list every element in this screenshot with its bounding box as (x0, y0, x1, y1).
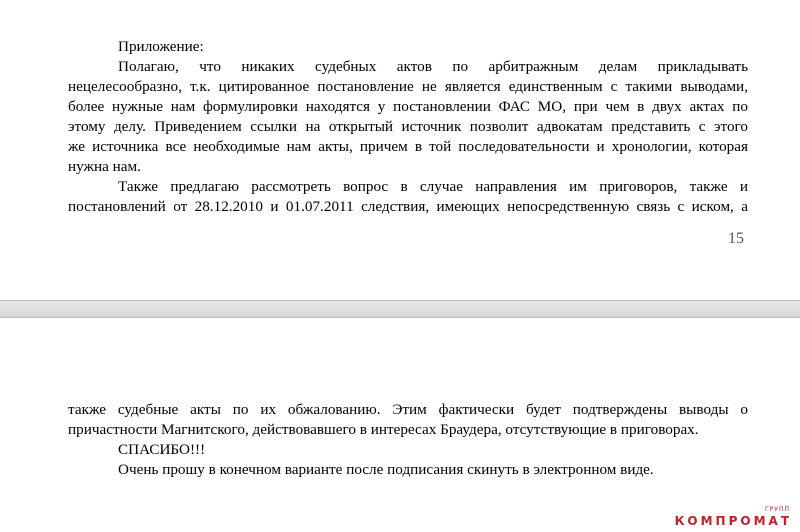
document-page-16 (0, 318, 800, 532)
paragraph-line: нецелесообразно, т.к. цитированное постановление не является единственным с такими выводами, (68, 78, 748, 95)
paragraph-line: этому делу. Приведением ссылки на открытый источник позволит адвокатам представить с этого (68, 118, 748, 135)
page-separator (0, 300, 800, 318)
watermark-logo (674, 506, 792, 528)
watermark-small-text: ГРУПП (765, 506, 790, 513)
paragraph-line: более нужные нам формулировки находятся у постановлении ФАС МО, при чем в двух актах по (68, 98, 748, 115)
paragraph-line: постановлений от 28.12.2010 и 01.07.2011 следствия, имеющих непосредственную связь с иском, а (68, 198, 748, 215)
page-text (68, 37, 748, 217)
paragraph-line: Полагаю, что никаких судебных актов по арбитражным делам прикладывать (118, 58, 748, 75)
page-number: 15 (728, 230, 744, 247)
paragraph-line: же источника все необходимые нам акты, причем в той последовательности и хронологии, которая (68, 138, 748, 155)
paragraph-line: нужна нам. (68, 158, 141, 175)
page-text (68, 400, 748, 480)
watermark-main-text: КОМПРОМАТ (674, 514, 792, 528)
appendix-heading: Приложение: (118, 38, 204, 55)
request-line: Очень прошу в конечном варианте после подписания скинуть в электронном виде. (118, 461, 654, 478)
thanks-line: СПАСИБО!!! (118, 441, 206, 458)
paragraph-line: Также предлагаю рассмотреть вопрос в случае направления им приговоров, также и (118, 178, 748, 195)
paragraph-line: причастности Магнитского, действовавшего в интересах Браудера, отсутствующие в приговорах. (68, 421, 699, 438)
paragraph-line: также судебные акты по их обжалованию. Этим фактически будет подтверждены выводы о (68, 401, 748, 418)
